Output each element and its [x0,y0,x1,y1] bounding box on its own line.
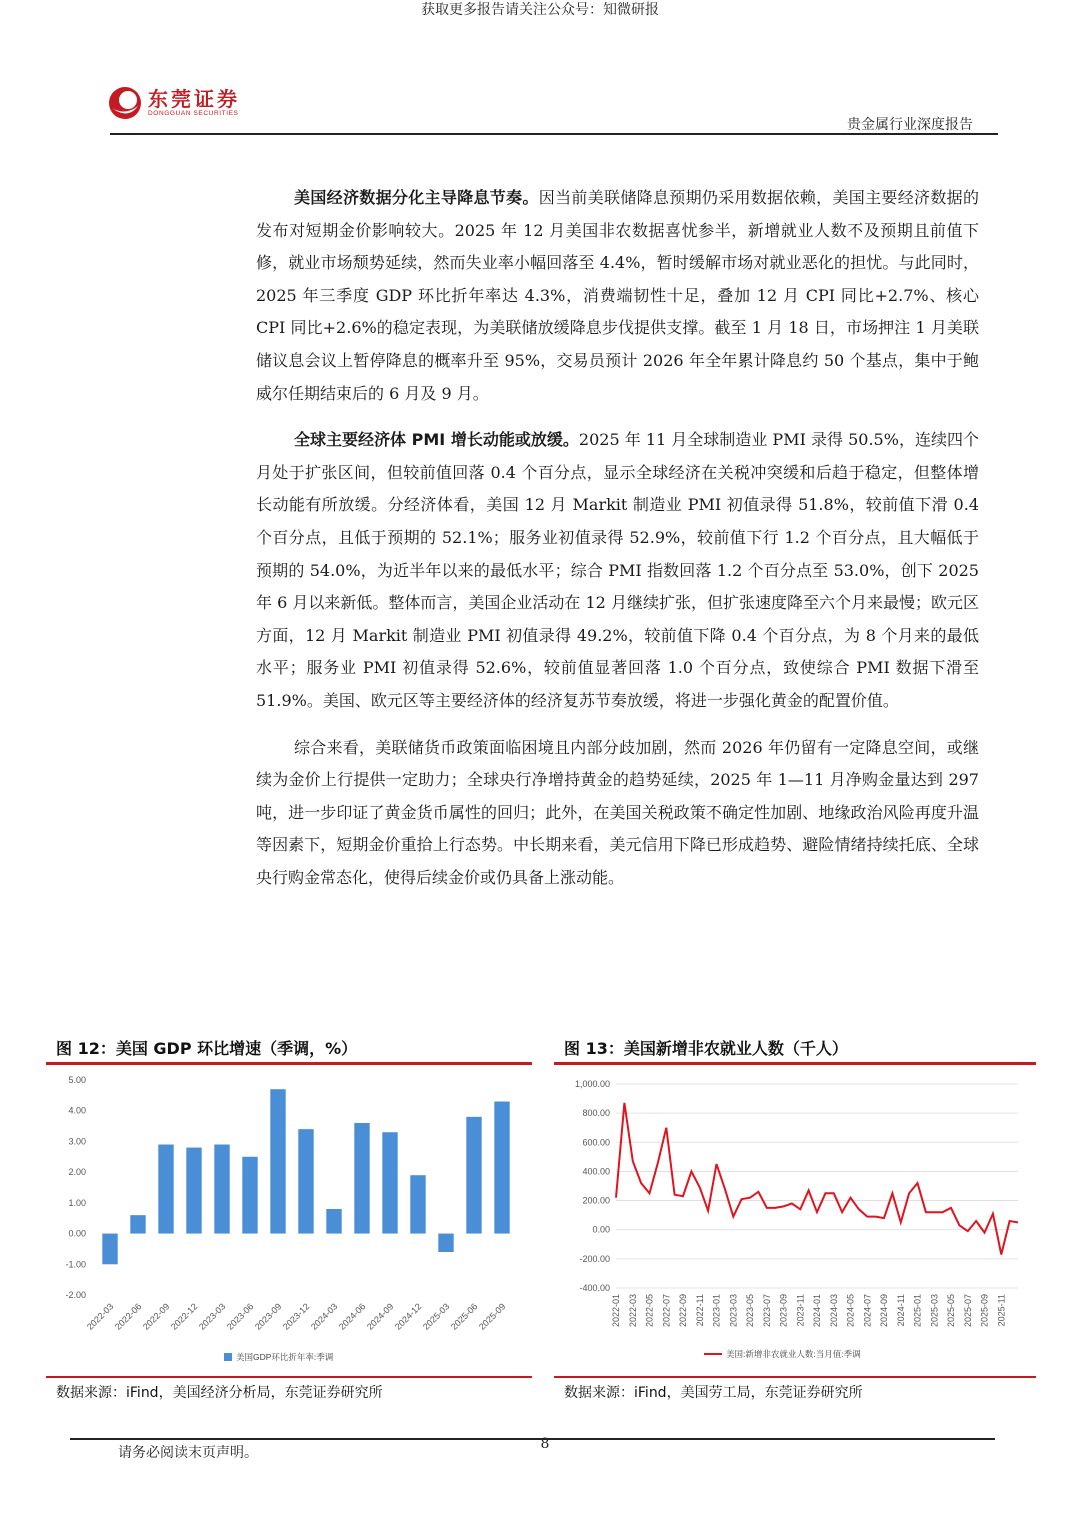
header-divider [110,133,998,135]
paragraph-summary [256,732,979,895]
report-category: 贵金属行业深度报告 [847,117,973,133]
data-bar [298,1129,313,1233]
data-bar [102,1234,117,1265]
data-bar [242,1157,257,1234]
x-tick-label: 2022-03 [84,1301,116,1332]
y-tick-label: -2.00 [65,1290,86,1300]
y-tick-label: -1.00 [65,1259,86,1270]
legend-swatch [224,1353,232,1361]
data-bar [270,1089,285,1233]
figure-12-title: 图 12：美国 GDP 环比增速（季调，%） [56,1039,358,1058]
x-tick-label: 2025-05 [946,1294,956,1328]
series-line [616,1103,1018,1255]
logo-emblem-icon [108,86,142,120]
x-tick-label: 2022-05 [644,1294,655,1328]
x-tick-label: 2024-12 [392,1301,424,1332]
x-tick-label: 2025-11 [996,1294,1007,1327]
paragraph-lead: 全球主要经济体 PMI 增长动能或放缓。 [294,430,579,450]
x-tick-label: 2022-07 [661,1294,672,1328]
paragraph-text: 综合来看，美联储货币政策面临困境且内部分歧加剧，然而 2026 年仍留有一定降息空间，或继续为金价上行提供一定助力；全球央行净增持黄金的趋势延续，2025 年 1—11 月净购金量达到 297 吨，进一步印证了黄金货币属性的回归；此外，在美国关税政策不确定性加剧、地缘政治风险再度升温等因素下，短期金价重拾上行态势。中长期来看，美元信用下降已形成趋势、避险情绪持续托底、全球央行购金常态化，使得后续金价或仍具备上涨动能。 [256,737,979,887]
paragraph-text: 2025 年 11 月全球制造业 PMI 录得 50.5%，连续四个月处于扩张区间，但较前值回落 0.4 个百分点，显示全球经济在关税冲突缓和后趋于稳定，但整体增长动能有所放缓。分经济体看，美国 12 月 Markit 制造业 PMI 初值录得 51.8%，较前值下滑 0.4 个百分点，且低于预期的 52.1%；服务业初值录得 52.9%，较前值下行 1.2 个百分点，且大幅低于预期的 54.0%，为近半年以来的最低水平；综合 PMI 指数回落 1.2 个百分点至 53.0%，创下 2025 年 6 月以来新低。整体而言，美国企业活动在 12 月继续扩张，但扩张速度降至六个月来最慢；欧元区方面，12 月 Markit 制造业 PMI 初值录得 49.2%，较前值下降 0.4 个百分点，为 8 个月来的最低水平；服务业 PMI 初值录得 52.6%，较前值显著回落 1.0 个百分点，致使综合 PMI 数据下滑至 51.9%。美国、欧元区等主要经济体的经济复苏节奏放缓，将进一步强化黄金的配置价值。 [256,430,979,710]
x-tick-label: 2025-07 [962,1294,973,1328]
x-tick-label: 2023-11 [795,1294,806,1327]
x-tick-label: 2023-05 [745,1294,755,1328]
data-bar [158,1145,173,1234]
y-tick-label: 800.00 [582,1108,610,1119]
x-tick-label: 2024-07 [862,1294,873,1328]
x-tick-label: 2023-12 [280,1301,312,1332]
report-body [256,182,979,908]
data-bar [354,1123,369,1234]
x-tick-label: 2025-09 [979,1294,990,1328]
x-tick-label: 2023-06 [224,1301,256,1332]
y-tick-label: 4.00 [68,1105,86,1116]
data-bar [130,1215,145,1233]
x-tick-label: 2024-09 [364,1301,396,1332]
x-tick-label: 2024-11 [895,1294,906,1327]
x-tick-label: 2025-03 [929,1294,940,1328]
data-bar [186,1148,201,1234]
x-tick-label: 2022-11 [694,1294,705,1327]
x-tick-label: 2023-01 [711,1294,722,1328]
legend-label: 美国GDP环比折年率:季调 [236,1352,334,1362]
x-tick-label: 2023-03 [728,1294,739,1328]
x-tick-label: 2022-12 [168,1301,200,1332]
y-tick-label: -200.00 [579,1253,610,1264]
x-tick-label: 2022-03 [627,1294,638,1328]
y-tick-label: 1,000.00 [574,1079,610,1089]
disclaimer-note: 请务必阅读末页声明。 [118,1445,258,1461]
legend-label: 美国:新增非农就业人数:当月值:季调 [726,1349,861,1359]
figure-13-title: 图 13：美国新增非农就业人数（千人） [564,1039,848,1058]
paragraph-global-pmi [256,424,979,717]
x-tick-label: 2022-09 [140,1301,172,1332]
figure-13-bottom-rule [554,1376,1036,1378]
figure-13-top-rule [554,1062,1036,1065]
page-number: 8 [540,1436,550,1452]
data-bar [494,1102,509,1234]
x-tick-label: 2024-03 [828,1294,839,1328]
x-tick-label: 2024-03 [308,1301,340,1332]
top-banner: 获取更多报告请关注公众号：知微研报 [421,2,659,18]
paragraph-text: 因当前美联储降息预期仍采用数据依赖，美国主要经济数据的发布对短期金价影响较大。2025 年 12 月美国非农数据喜忧参半，新增就业人数不及预期且前值下修，就业市场颓势延续，然而失业率小幅回落至 4.4%，暂时缓解市场对就业恶化的担忧。与此同时，2025 年三季度 GDP 环比折年率达 4.3%，消费端韧性十足，叠加 12 月 CPI 同比+2.7%、核心 CPI 同比+2.6%的稳定表现，为美联储放缓降息步伐提供支撑。截至 1 月 18 日，市场押注 1 月美联储议息会议上暂停降息的概率升至 95%，交易员预计 2026 年全年累计降息约 50 个基点，集中于鲍威尔任期结束后的 6 月及 9 月。 [256,188,979,403]
data-bar [410,1175,425,1233]
y-tick-label: 0.00 [68,1228,86,1239]
x-tick-label: 2024-06 [336,1301,368,1332]
y-tick-label: -400.00 [579,1283,610,1293]
x-tick-label: 2023-09 [252,1301,284,1332]
y-tick-label: 3.00 [68,1136,86,1147]
y-tick-label: 2.00 [68,1167,86,1178]
x-tick-label: 2025-03 [420,1301,452,1332]
paragraph-lead: 美国经济数据分化主导降息节奏。 [294,188,539,207]
figure-12-top-rule [46,1062,532,1065]
data-bar [466,1117,481,1234]
data-bar [382,1132,397,1233]
x-tick-label: 2025-01 [912,1294,923,1328]
data-bar [438,1234,453,1252]
x-tick-label: 2025-06 [448,1301,480,1332]
x-tick-label: 2023-09 [778,1294,789,1328]
gdp-bar-chart [46,1066,532,1374]
y-tick-label: 0.00 [592,1224,610,1235]
x-tick-label: 2025-09 [476,1301,508,1332]
x-tick-label: 2022-06 [112,1301,144,1332]
x-tick-label: 2024-09 [879,1294,889,1328]
x-tick-label: 2022-01 [611,1294,621,1328]
logo-name-cn: 东莞证券 [148,87,240,111]
y-tick-label: 400.00 [582,1166,610,1177]
company-logo [108,86,240,120]
logo-name-en: DONGGUAN SECURITIES [148,110,239,117]
y-tick-label: 1.00 [68,1197,86,1208]
figure-12-bottom-rule [46,1376,532,1378]
nonfarm-line-chart [554,1066,1036,1374]
figure-12-source: 数据来源：iFind，美国经济分析局，东莞证券研究所 [56,1385,383,1401]
y-tick-label: 600.00 [582,1137,610,1148]
y-tick-label: 200.00 [582,1195,610,1206]
x-tick-label: 2024-01 [812,1294,822,1328]
x-tick-label: 2024-05 [845,1294,856,1328]
data-bar [214,1145,229,1234]
figure-13-source: 数据来源：iFind，美国劳工局，东莞证券研究所 [564,1385,863,1401]
x-tick-label: 2022-09 [678,1294,688,1328]
x-tick-label: 2023-03 [196,1301,228,1332]
data-bar [326,1209,341,1234]
x-tick-label: 2023-07 [761,1294,772,1328]
y-tick-label: 5.00 [68,1075,86,1085]
paragraph-us-data [256,182,979,410]
